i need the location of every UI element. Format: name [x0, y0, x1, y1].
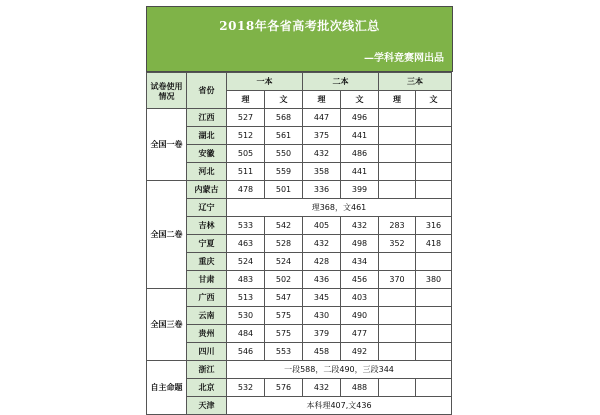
tier2-wen-cell: 492 — [341, 343, 379, 361]
tier1-wen-cell: 576 — [265, 379, 303, 397]
tier2-wen-cell: 441 — [341, 127, 379, 145]
merged-score-cell: 本科理407,文436 — [227, 397, 452, 415]
score-table — [146, 72, 452, 415]
tier3-wen-header: 文 — [416, 91, 452, 109]
tier1-li-cell: 533 — [227, 217, 265, 235]
table-row — [147, 361, 452, 379]
tier3-li-cell — [379, 181, 416, 199]
tier2-li-header: 理 — [303, 91, 341, 109]
tier1-wen-cell: 524 — [265, 253, 303, 271]
table-row — [147, 109, 452, 127]
document-subtitle: —学科竞赛网出品 — [364, 53, 444, 64]
table-row — [147, 127, 452, 145]
tier1-li-cell: 532 — [227, 379, 265, 397]
tier3-li-cell — [379, 253, 416, 271]
tier1-li-cell: 484 — [227, 325, 265, 343]
table-row — [147, 307, 452, 325]
group-label-1: 全国一卷 — [147, 109, 187, 181]
province-cell: 四川 — [187, 343, 227, 361]
group-label-3: 全国三卷 — [147, 289, 187, 361]
tier2-wen-cell: 403 — [341, 289, 379, 307]
tier1-li-cell: 546 — [227, 343, 265, 361]
tier2-header: 二本 — [303, 73, 379, 91]
table-row — [147, 379, 452, 397]
tier3-li-cell — [379, 127, 416, 145]
tier3-li-cell — [379, 343, 416, 361]
tier1-wen-cell: 575 — [265, 325, 303, 343]
tier3-wen-cell — [416, 343, 452, 361]
tier1-li-cell: 524 — [227, 253, 265, 271]
tier3-wen-cell — [416, 253, 452, 271]
group-label-4: 自主命题 — [147, 361, 187, 415]
tier2-wen-cell: 490 — [341, 307, 379, 325]
tier3-li-cell: 352 — [379, 235, 416, 253]
tier2-li-cell: 428 — [303, 253, 341, 271]
tier1-li-cell: 530 — [227, 307, 265, 325]
province-cell: 贵州 — [187, 325, 227, 343]
table-row — [147, 181, 452, 199]
score-document — [146, 6, 455, 410]
table-row — [147, 253, 452, 271]
tier1-li-cell: 513 — [227, 289, 265, 307]
tier3-li-cell — [379, 289, 416, 307]
table-row — [147, 235, 452, 253]
tier2-wen-cell: 441 — [341, 163, 379, 181]
tier2-li-cell: 447 — [303, 109, 341, 127]
tier2-li-cell: 432 — [303, 145, 341, 163]
tier1-wen-cell: 542 — [265, 217, 303, 235]
tier3-li-header: 理 — [379, 91, 416, 109]
tier3-li-cell — [379, 379, 416, 397]
table-row — [147, 397, 452, 415]
tier2-wen-cell: 434 — [341, 253, 379, 271]
tier1-wen-cell: 502 — [265, 271, 303, 289]
province-cell: 河北 — [187, 163, 227, 181]
tier1-li-cell: 527 — [227, 109, 265, 127]
tier2-li-cell: 379 — [303, 325, 341, 343]
province-cell: 湖北 — [187, 127, 227, 145]
tier2-li-cell: 405 — [303, 217, 341, 235]
tier2-li-cell: 358 — [303, 163, 341, 181]
tier3-wen-cell: 316 — [416, 217, 452, 235]
tier3-header: 三本 — [379, 73, 452, 91]
tier1-wen-header: 文 — [265, 91, 303, 109]
tier2-wen-header: 文 — [341, 91, 379, 109]
tier1-li-header: 理 — [227, 91, 265, 109]
tier3-wen-cell: 380 — [416, 271, 452, 289]
merged-score-cell: 理368，文461 — [227, 199, 452, 217]
province-cell: 吉林 — [187, 217, 227, 235]
tier2-li-cell: 432 — [303, 235, 341, 253]
tier2-li-cell: 375 — [303, 127, 341, 145]
tier1-li-cell: 463 — [227, 235, 265, 253]
province-header: 省份 — [187, 73, 227, 109]
tier1-wen-cell: 553 — [265, 343, 303, 361]
tier2-li-cell: 430 — [303, 307, 341, 325]
tier1-wen-cell: 550 — [265, 145, 303, 163]
province-cell: 甘肃 — [187, 271, 227, 289]
tier1-wen-cell: 528 — [265, 235, 303, 253]
tier2-wen-cell: 486 — [341, 145, 379, 163]
tier3-wen-cell — [416, 307, 452, 325]
tier3-li-cell: 370 — [379, 271, 416, 289]
province-cell: 重庆 — [187, 253, 227, 271]
tier3-li-cell — [379, 325, 416, 343]
table-row — [147, 271, 452, 289]
tier1-header: 一本 — [227, 73, 303, 91]
tier3-li-cell — [379, 307, 416, 325]
tier1-wen-cell: 559 — [265, 163, 303, 181]
tier3-li-cell — [379, 145, 416, 163]
tier1-li-cell: 478 — [227, 181, 265, 199]
province-cell: 北京 — [187, 379, 227, 397]
tier2-wen-cell: 456 — [341, 271, 379, 289]
group-label-2: 全国二卷 — [147, 181, 187, 289]
tier3-wen-cell — [416, 109, 452, 127]
table-row — [147, 199, 452, 217]
tier3-li-cell — [379, 163, 416, 181]
tier2-wen-cell: 496 — [341, 109, 379, 127]
title-banner — [146, 6, 453, 72]
table-row — [147, 163, 452, 181]
tier3-wen-cell — [416, 127, 452, 145]
document-title: 2018年各省高考批次线汇总 — [219, 19, 380, 33]
tier3-wen-cell — [416, 325, 452, 343]
usage-header: 试卷使用情况 — [147, 73, 187, 109]
tier2-wen-cell: 498 — [341, 235, 379, 253]
tier1-li-cell: 483 — [227, 271, 265, 289]
tier3-wen-cell — [416, 145, 452, 163]
tier1-wen-cell: 568 — [265, 109, 303, 127]
tier1-li-cell: 511 — [227, 163, 265, 181]
table-row — [147, 289, 452, 307]
table-row — [147, 325, 452, 343]
tier2-li-cell: 432 — [303, 379, 341, 397]
province-cell: 宁夏 — [187, 235, 227, 253]
tier3-wen-cell — [416, 181, 452, 199]
tier1-wen-cell: 547 — [265, 289, 303, 307]
tier3-wen-cell — [416, 379, 452, 397]
province-cell: 辽宁 — [187, 199, 227, 217]
province-cell: 安徽 — [187, 145, 227, 163]
merged-score-cell: 一段588，二段490，三段344 — [227, 361, 452, 379]
province-cell: 云南 — [187, 307, 227, 325]
table-row — [147, 217, 452, 235]
tier2-wen-cell: 488 — [341, 379, 379, 397]
tier2-li-cell: 336 — [303, 181, 341, 199]
province-cell: 天津 — [187, 397, 227, 415]
table-row — [147, 145, 452, 163]
province-cell: 广西 — [187, 289, 227, 307]
tier2-li-cell: 345 — [303, 289, 341, 307]
tier3-wen-cell — [416, 289, 452, 307]
table-row — [147, 343, 452, 361]
province-cell: 内蒙古 — [187, 181, 227, 199]
tier2-li-cell: 436 — [303, 271, 341, 289]
tier3-wen-cell: 418 — [416, 235, 452, 253]
tier2-li-cell: 458 — [303, 343, 341, 361]
tier3-li-cell — [379, 109, 416, 127]
tier3-li-cell: 283 — [379, 217, 416, 235]
tier1-wen-cell: 575 — [265, 307, 303, 325]
tier3-wen-cell — [416, 163, 452, 181]
tier1-li-cell: 512 — [227, 127, 265, 145]
tier1-wen-cell: 561 — [265, 127, 303, 145]
tier2-wen-cell: 477 — [341, 325, 379, 343]
header-row-1 — [147, 73, 452, 91]
tier1-li-cell: 505 — [227, 145, 265, 163]
province-cell: 浙江 — [187, 361, 227, 379]
province-cell: 江西 — [187, 109, 227, 127]
tier2-wen-cell: 432 — [341, 217, 379, 235]
tier2-wen-cell: 399 — [341, 181, 379, 199]
tier1-wen-cell: 501 — [265, 181, 303, 199]
